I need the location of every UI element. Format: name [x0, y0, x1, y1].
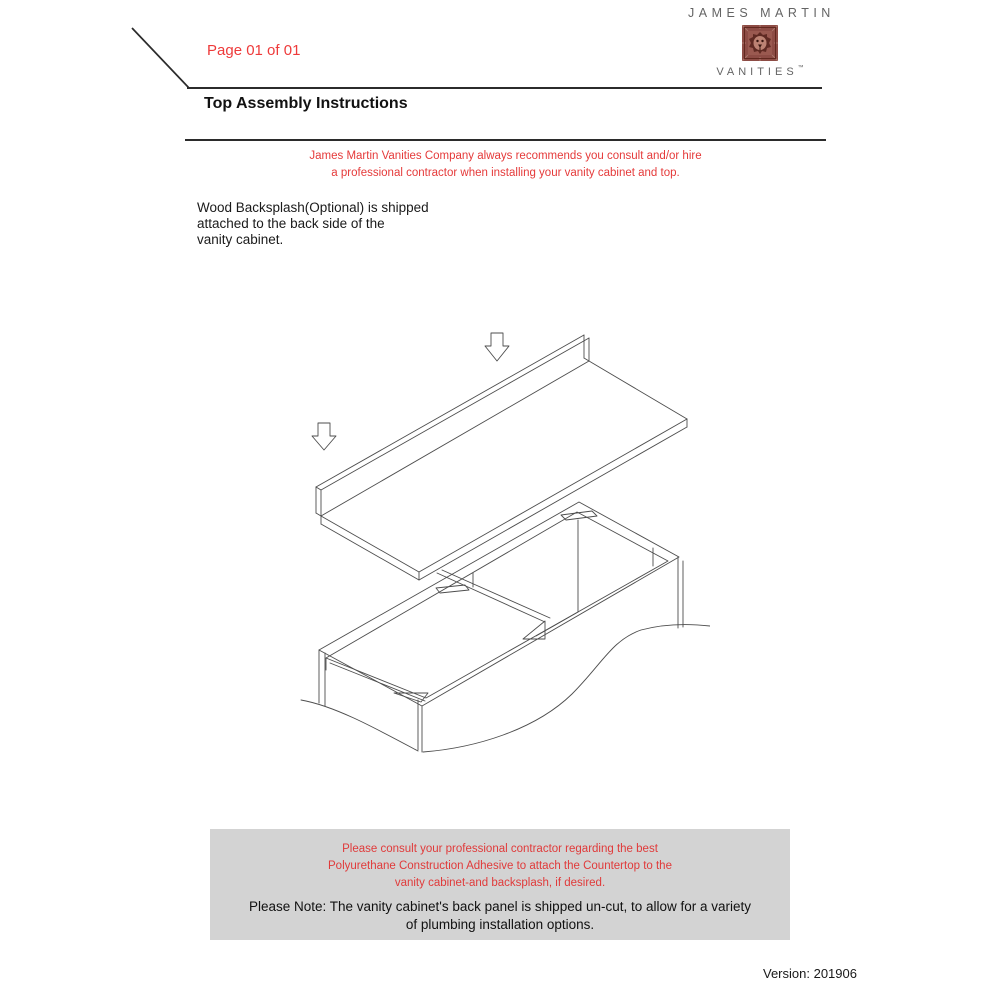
adhesive-note-line: Polyurethane Construction Adhesive to attach the Countertop to the — [328, 860, 672, 872]
countertop-drawing — [316, 335, 687, 580]
contractor-note-box — [210, 829, 790, 940]
down-arrow-icon — [485, 333, 509, 361]
down-arrow-icon — [312, 423, 336, 450]
version-label: Version: 201906 — [763, 966, 857, 981]
backsplash-note-line: attached to the back side of the — [197, 215, 385, 231]
plumbing-note-line: Please Note: The vanity cabinet's back panel is shipped un-cut, to allow for a variety — [248, 899, 752, 914]
page-number-label: Page 01 of 01 — [207, 42, 301, 59]
disclaimer-line: James Martin Vanities Company always recommends you consult and/or hire — [309, 150, 702, 162]
trademark-symbol: ™ — [797, 65, 804, 71]
backsplash-note — [197, 200, 457, 247]
brand-subname: VANITIES™ — [716, 65, 804, 78]
adhesive-note-line: vanity cabinet-and backsplash, if desired. — [394, 877, 606, 889]
assembly-diagram — [290, 325, 710, 765]
disclaimer-line: a professional contractor when installing your vanity cabinet and top. — [331, 167, 680, 179]
corner-diagonal-line — [126, 22, 194, 92]
page-title: Top Assembly Instructions — [204, 95, 408, 112]
lion-emblem-icon — [742, 25, 778, 61]
adhesive-note — [210, 841, 790, 892]
plumbing-note-line: of plumbing installation options. — [405, 916, 595, 932]
plumbing-note — [210, 898, 790, 933]
brand-block — [688, 6, 835, 78]
backsplash-note-line: Wood Backsplash(Optional) is shipped — [197, 200, 429, 215]
backsplash-note-line: vanity cabinet. — [197, 231, 284, 247]
disclaimer-text — [185, 148, 826, 182]
header-rule — [187, 87, 822, 89]
subheader-rule — [185, 139, 826, 141]
brand-name: JAMES MARTIN — [688, 6, 835, 20]
adhesive-note-line: Please consult your professional contractor regarding the best — [342, 843, 658, 855]
